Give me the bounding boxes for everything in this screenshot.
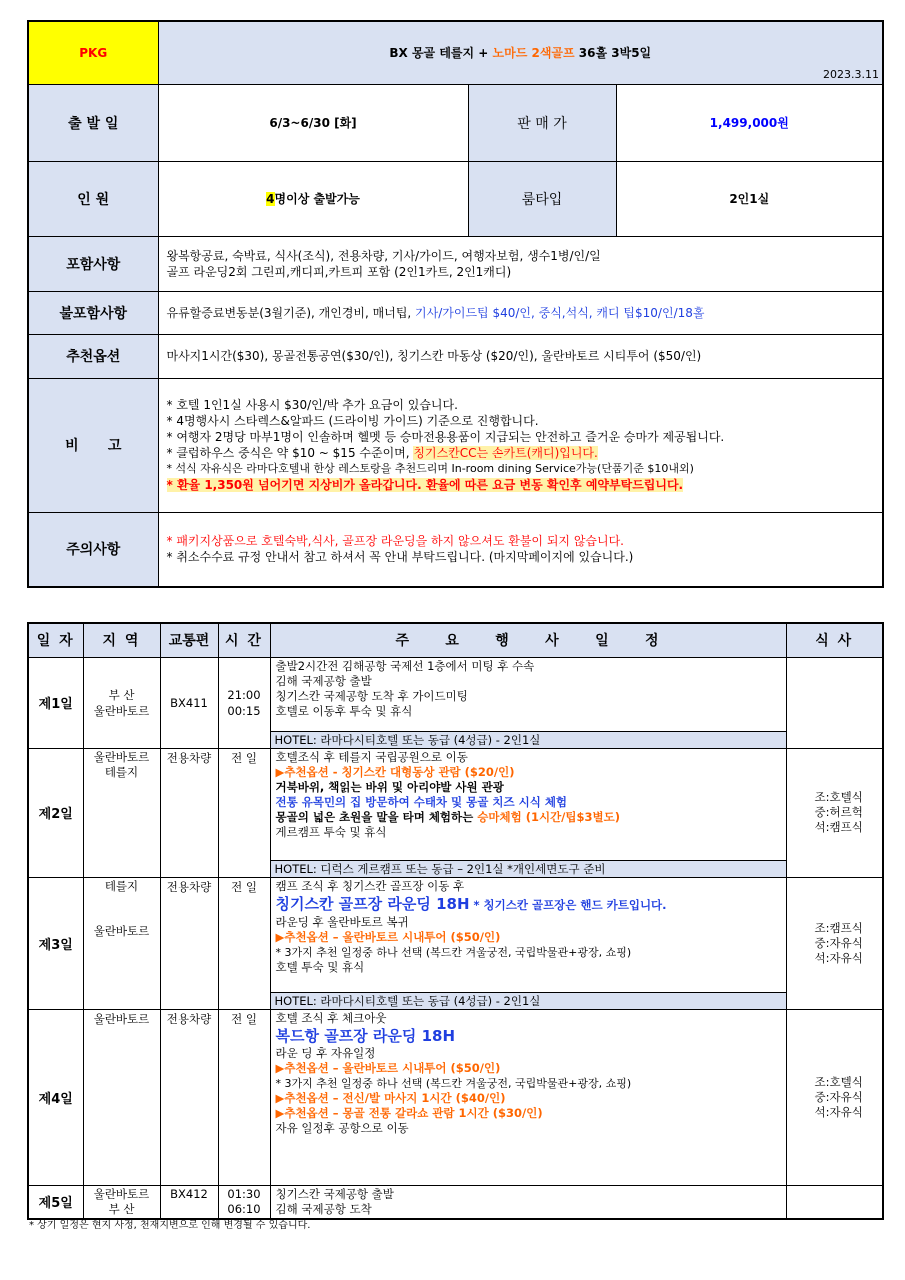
plan-option-line: ▶추천옵션 – 울란바토르 시내투어 ($50/인) [275, 929, 501, 944]
remark-highlight: 칭기스칸CC는 손카트(캐디)입니다. [413, 446, 598, 460]
day3-row [28, 877, 883, 992]
plan-line: 전통 유목민의 집 방문하여 수태차 및 몽골 치즈 시식 체험 [275, 794, 568, 809]
day2-hotel: HOTEL: 디럭스 게르캠프 또는 동급 – 2인1실 *개인세면도구 준비 [270, 860, 786, 877]
price-value: 1,499,000원 [616, 84, 883, 161]
golf-title: 칭기스칸 골프장 라운딩 18H [275, 894, 470, 913]
plan-line: * 3가지 추천 일정중 하나 선택 (복드칸 겨울궁전, 국립박물관+광장, 쇼핑) [275, 1076, 632, 1090]
remark-text: * 클럽하우스 중식은 약 $10 ~ $15 수준이며, [166, 446, 414, 460]
plan-line: 칭기스칸 국제공항 도착 후 가이드미팅 [275, 688, 468, 703]
excluded-black: 유류할증료변동분(3월기준), 개인경비, 매너팁, [166, 305, 416, 320]
caution-label: 주의사항 [28, 512, 158, 587]
region-text: 부 산 [108, 1201, 135, 1216]
golf-note: * 칭기스칸 골프장은 핸드 카트입니다. [469, 897, 667, 912]
plan-line: 거북바위, 책읽는 바위 및 아리야발 사원 관광 [275, 779, 504, 794]
day5-label: 제5일 [28, 1185, 83, 1219]
meal-text: 조:호텔식 [814, 790, 863, 804]
options-text: 마사지1시간($30), 몽골전통공연($30/인), 칭기스칸 마동상 ($20/인), 울란바토르 시티투어 ($50/인) [158, 334, 883, 378]
day2-label: 제2일 [28, 748, 83, 877]
plan-option-line: ▶추천옵션 – 전신/발 마사지 1시간 ($40/인) [275, 1090, 506, 1105]
region-text: 울란바토르 [93, 703, 150, 718]
day1-hotel: HOTEL: 라마다시티호텔 또는 동급 (4성급) - 2인1실 [270, 731, 786, 748]
plan-golf-line [272, 894, 785, 915]
day1-label: 제1일 [28, 657, 83, 748]
day4-transport: 전용차량 [160, 1009, 218, 1185]
remark-line: * 여행자 2명당 마부1명이 인솔하며 헬멧 등 승마전용용품이 지급되는 안전하고 즐거운 승마가 제공됩니다. [166, 430, 725, 444]
region-text: 울란바토르 [93, 1186, 150, 1201]
plan-line: 호텔 투숙 및 휴식 [275, 959, 365, 974]
remark-line: * 석식 자유식은 라마다호텔내 한상 레스토랑을 추천드리며 In-room dining Service가능(단품기준 $10내외) [166, 462, 694, 475]
time-text: 01:30 [227, 1186, 261, 1201]
remark-line: * 호텔 1인1실 사용시 $30/인/박 추가 요금이 있습니다. [166, 398, 458, 412]
plan-line: 김해 국제공항 출발 [275, 673, 372, 688]
day2-region [83, 748, 160, 877]
remark-line: * 4명행사시 스타렉스&알파드 (드라이빙 가이드) 기준으로 진행합니다. [166, 414, 539, 428]
doc-date: 2023.3.11 [823, 67, 880, 81]
plan-line: 칭기스칸 국제공항 출발 [275, 1186, 394, 1201]
day3-region [83, 877, 160, 1009]
golf-title: 복드항 골프장 라운딩 18H [275, 1026, 456, 1045]
day1-transport: BX411 [160, 657, 218, 748]
region-text: 울란바토르 [93, 749, 150, 764]
day3-hotel: HOTEL: 라마다시티호텔 또는 동급 (4성급) - 2인1실 [270, 992, 786, 1009]
day5-meal [786, 1185, 883, 1219]
day1-region [83, 657, 160, 748]
day3-time: 전 일 [218, 877, 270, 1009]
product-title [158, 21, 883, 84]
day1-row [28, 657, 883, 731]
caution-line: * 취소수수료 규정 안내서 참고 하셔서 꼭 안내 부탁드립니다. (마지막페이지에 있습니다.) [166, 550, 634, 565]
title-part2: 36홀 3박5일 [574, 46, 652, 61]
title-part1: BX 몽골 테를지 + [389, 46, 493, 61]
remark-highlight-line: * 환율 1,350원 넘어기면 지상비가 올라갑니다. 환율에 따른 요금 변동 확인후 예약부탁드립니다. [166, 478, 684, 492]
people-label: 인 원 [28, 161, 158, 236]
day3-meal [786, 877, 883, 1009]
room-label: 룸타입 [468, 161, 616, 236]
col-day: 일 자 [28, 623, 83, 657]
col-transport: 교통편 [160, 623, 218, 657]
meal-text: 석:자유식 [814, 1104, 863, 1119]
included-line: 왕복항공료, 숙박료, 식사(조식), 전용차량, 기사/가이드, 여행자보험, 생수1병/인/일 [166, 248, 601, 263]
day4-label: 제4일 [28, 1009, 83, 1185]
time-text: 00:15 [227, 703, 261, 718]
meal-text: 석:자유식 [814, 950, 863, 965]
remarks-label: 비 고 [28, 378, 158, 512]
plan-highlight: 승마체험 (1시간/팁$3별도) [477, 809, 620, 824]
col-region: 지 역 [83, 623, 160, 657]
plan-line: 자유 일정후 공항으로 이동 [275, 1120, 409, 1135]
summary-table [27, 20, 884, 588]
people-count: 4 [266, 192, 275, 206]
departure-value: 6/3~6/30 [화] [158, 84, 468, 161]
schedule-header [28, 623, 883, 657]
price-label: 판 매 가 [468, 84, 616, 161]
plan-option-line: ▶추천옵션 – 몽골 전통 갈라쇼 관람 1시간 ($30/인) [275, 1105, 543, 1120]
excluded-blue: 기사/가이드팁 $40/인, 중식,석식, 캐디 팁$10/인/18홀 [415, 305, 705, 320]
day4-meal [786, 1009, 883, 1185]
meal-text: 중:자유식 [814, 1089, 863, 1104]
region-text: 부 산 [108, 687, 135, 702]
room-value: 2인1실 [616, 161, 883, 236]
plan-line: 출발2시간전 김해공항 국제선 1층에서 미팅 후 수속 [275, 658, 535, 673]
excluded-label: 불포함사항 [28, 291, 158, 334]
plan-line [272, 810, 785, 825]
plan-option-line: ▶추천옵션 – 울란바토르 시내투어 ($50/인) [275, 1060, 501, 1075]
remark-line [167, 445, 875, 461]
day2-time: 전 일 [218, 748, 270, 877]
plan-line: 호텔 조식 후 체크아웃 [275, 1010, 387, 1025]
col-time: 시 간 [218, 623, 270, 657]
excluded-text [158, 291, 883, 334]
caution-line: * 패키지상품으로 호텔숙박,식사, 골프장 라운딩을 하지 않으셔도 환불이 되지 않습니다. [166, 534, 624, 549]
day4-region: 울란바토르 [83, 1009, 160, 1185]
meal-text: 조:캠프식 [814, 920, 863, 935]
region-text: 테를지 [104, 764, 139, 779]
day5-plan [270, 1185, 786, 1219]
day2-plan [270, 748, 786, 860]
day5-region [83, 1185, 160, 1219]
remarks-text [158, 378, 883, 512]
meal-text: 조:호텔식 [814, 1074, 863, 1089]
region-text: 테를지 [104, 878, 139, 893]
footnote: * 상기 일정은 현지 사정, 천재지변으로 인해 변경될 수 있습니다. [29, 1220, 311, 1231]
day4-time: 전 일 [218, 1009, 270, 1185]
day3-label: 제3일 [28, 877, 83, 1009]
day5-row [28, 1185, 883, 1219]
plan-line: * 3가지 추천 일정중 하나 선택 (복드칸 겨울궁전, 국립박물관+광장, 쇼핑) [275, 945, 632, 959]
day2-row [28, 748, 883, 860]
included-text [158, 236, 883, 291]
plan-text: 몽골의 넓은 초원을 말을 타며 체험하는 [275, 809, 478, 824]
options-label: 추천옵션 [28, 334, 158, 378]
plan-line: 라운 딩 후 자유일정 [275, 1045, 376, 1060]
meal-text: 중:허르헉 [814, 805, 863, 819]
people-value [158, 161, 468, 236]
day4-row [28, 1009, 883, 1185]
day3-plan [270, 877, 786, 992]
day1-plan [270, 657, 786, 731]
plan-line: 캠프 조식 후 칭기스칸 골프장 이동 후 [275, 878, 465, 893]
included-line: 골프 라운딩2회 그린피,캐디피,카트피 포함 (2인1카트, 2인1캐디) [166, 264, 512, 279]
included-label: 포함사항 [28, 236, 158, 291]
title-highlight: 노마드 2색골프 [492, 46, 575, 61]
meal-text: 석:캠프식 [814, 820, 863, 834]
time-text: 21:00 [227, 687, 261, 702]
day4-plan [270, 1009, 786, 1185]
day5-time [218, 1185, 270, 1219]
time-text: 06:10 [227, 1201, 261, 1216]
plan-line: 호텔로 이동후 투숙 및 휴식 [275, 703, 413, 718]
plan-line: 김해 국제공항 도착 [275, 1201, 372, 1216]
people-text: 명이상 출발가능 [274, 192, 360, 206]
caution-text [158, 512, 883, 587]
plan-option-line: ▶추천옵션 - 칭기스칸 대형동상 관람 ($20/인) [275, 764, 515, 779]
region-text: 울란바토르 [93, 923, 150, 938]
col-plan: 주 요 행 사 일 정 [270, 623, 786, 657]
day2-transport: 전용차량 [160, 748, 218, 877]
day5-transport: BX412 [160, 1185, 218, 1219]
day3-transport: 전용차량 [160, 877, 218, 1009]
plan-line: 라운딩 후 울란바토르 복귀 [275, 914, 409, 929]
plan-line: 호텔조식 후 테를지 국립공원으로 이동 [275, 749, 468, 764]
col-meal: 식 사 [786, 623, 883, 657]
day2-meal [786, 748, 883, 877]
day1-time [218, 657, 270, 748]
schedule-table [27, 622, 884, 1220]
day1-meal [786, 657, 883, 748]
plan-line: 게르캠프 투숙 및 휴식 [275, 824, 387, 839]
meal-text: 중:자유식 [814, 935, 863, 950]
pkg-label: PKG [28, 21, 158, 84]
departure-label: 출 발 일 [28, 84, 158, 161]
